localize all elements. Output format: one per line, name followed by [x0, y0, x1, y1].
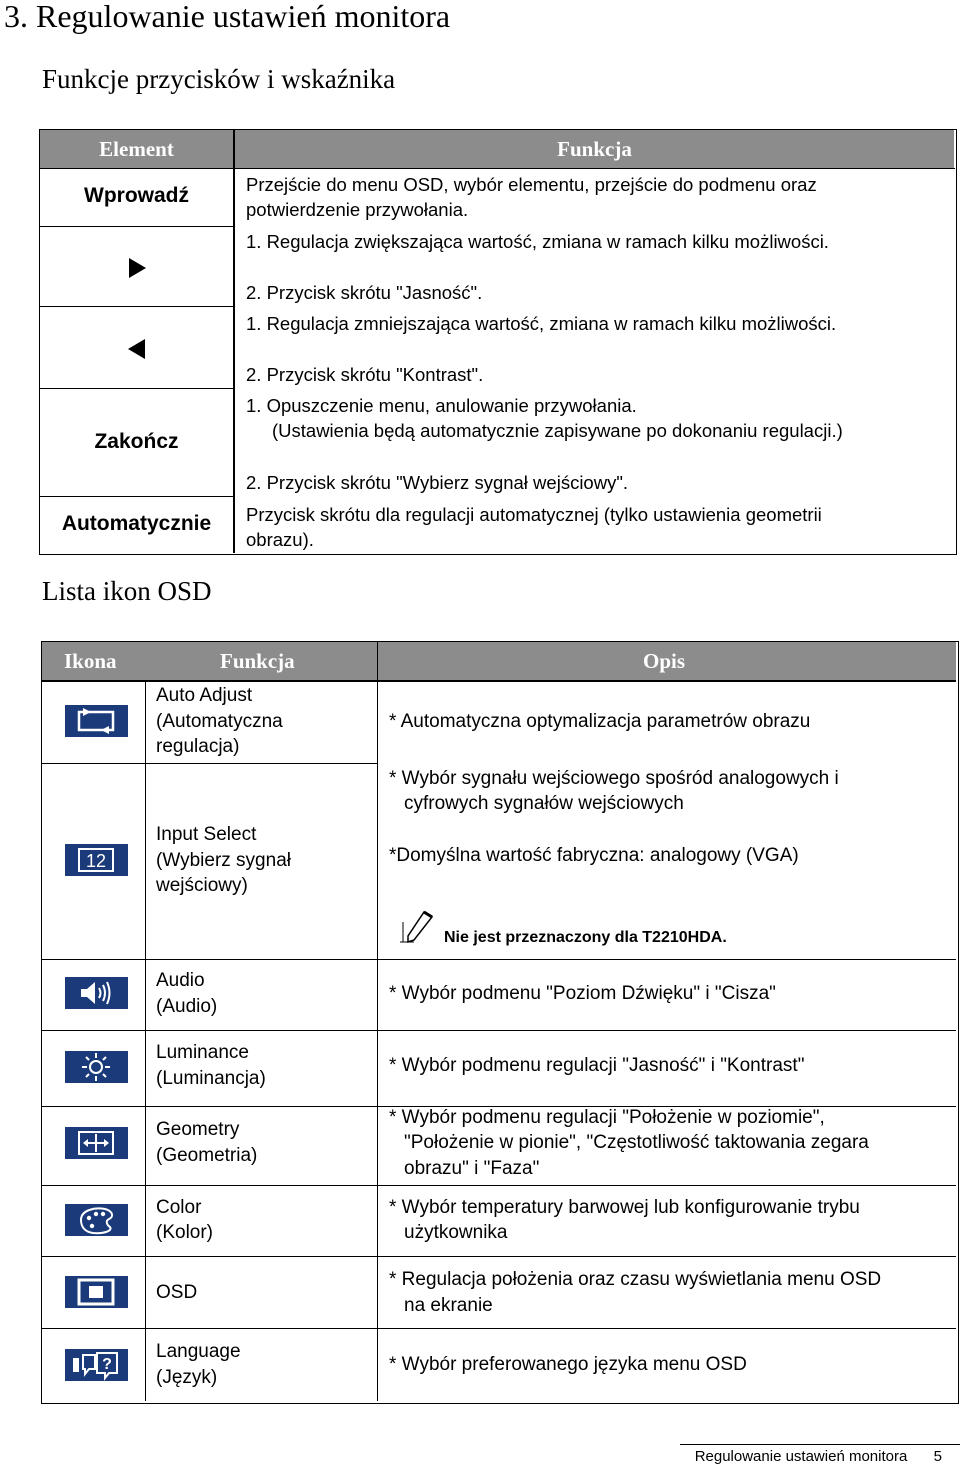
- right-arrow-icon: [127, 257, 147, 279]
- audio-icon: [65, 977, 128, 1009]
- language-icon: [65, 1349, 128, 1381]
- function-label: Auto Adjust: [156, 685, 253, 706]
- function-text: 1. Opuszczenie menu, anulowanie przywołania.: [246, 395, 637, 416]
- function-text: Przejście do menu OSD, wybór elementu, przejście do podmenu oraz: [246, 174, 817, 195]
- description: na ekranie: [404, 1295, 493, 1316]
- column-header-icon: Ikona: [64, 643, 117, 679]
- function-label: Language: [156, 1341, 241, 1362]
- page-number: 5: [933, 1448, 942, 1465]
- note-text: Nie jest przeznaczony dla T2210HDA.: [444, 929, 727, 946]
- function-text: 2. Przycisk skrótu "Wybierz sygnał wejściowy".: [246, 472, 629, 493]
- function-text: 2. Przycisk skrótu "Jasność".: [246, 282, 483, 303]
- description: * Wybór temperatury barwowej lub konfigurowanie trybu: [389, 1197, 860, 1218]
- column-header-function: Funkcja: [235, 130, 954, 168]
- auto-adjust-icon: [65, 705, 128, 737]
- element-right-arrow: [40, 257, 233, 279]
- color-icon: [65, 1204, 128, 1236]
- function-label: (Luminancja): [156, 1068, 266, 1089]
- function-text: (Ustawienia będą automatycznie zapisywane po dokonaniu regulacji.): [272, 420, 843, 441]
- description: *Domyślna wartość fabryczna: analogowy (VGA): [389, 845, 799, 866]
- column-header-desc: Opis: [643, 643, 685, 679]
- description: * Wybór podmenu regulacji "Położenie w poziomie",: [389, 1107, 825, 1128]
- function-label: (Geometria): [156, 1145, 258, 1166]
- description: * Wybór podmenu "Poziom Dźwięku" i "Cisza": [389, 983, 776, 1004]
- function-label: wejściowy): [156, 875, 248, 896]
- section-title-osd-icons: Lista ikon OSD: [42, 576, 212, 606]
- element-enter: Wprowadź: [84, 184, 189, 207]
- element-auto: Automatycznie: [61, 512, 212, 535]
- element-exit: Zakończ: [94, 430, 179, 453]
- left-arrow-icon: [127, 338, 147, 360]
- function-text: potwierdzenie przywołania.: [246, 199, 469, 220]
- column-header-element: Element: [40, 130, 233, 168]
- osd-icon: [65, 1276, 128, 1308]
- description: * Wybór preferowanego języka menu OSD: [389, 1354, 747, 1375]
- function-text: 1. Regulacja zwiększająca wartość, zmiana w ramach kilku możliwości.: [246, 231, 829, 252]
- svg-text:12: 12: [85, 851, 107, 871]
- function-label: (Automatyczna: [156, 711, 283, 732]
- table2-header: [42, 642, 956, 680]
- description: obrazu" i "Faza": [404, 1158, 540, 1179]
- page-footer: [695, 1448, 942, 1465]
- input-select-icon: [65, 844, 128, 876]
- function-label: Color: [156, 1197, 202, 1218]
- column-header-function: Funkcja: [220, 643, 295, 679]
- function-text: Przycisk skrótu dla regulacji automatycznej (tylko ustawienia geometrii: [246, 504, 822, 525]
- function-label: (Audio): [156, 996, 218, 1017]
- description: "Położenie w pionie", "Częstotliwość taktowania zegara: [404, 1132, 869, 1153]
- function-label: (Wybierz sygnał: [156, 850, 291, 871]
- function-text: obrazu).: [246, 529, 314, 550]
- description: * Regulacja położenia oraz czasu wyświetlania menu OSD: [389, 1269, 882, 1290]
- function-label: (Kolor): [156, 1222, 214, 1243]
- svg-text:?: ?: [102, 1356, 112, 1373]
- function-label: regulacja): [156, 736, 240, 757]
- description: * Wybór podmenu regulacji "Jasność" i "Kontrast": [389, 1055, 805, 1076]
- description: użytkownika: [404, 1222, 508, 1243]
- description: * Wybór sygnału wejściowego spośród analogowych i: [389, 768, 839, 789]
- geometry-icon: [65, 1127, 128, 1159]
- page-title: 3. Regulowanie ustawień monitora: [4, 0, 451, 34]
- element-left-arrow: [40, 338, 233, 360]
- function-label: OSD: [156, 1282, 198, 1303]
- section-title-buttons: Funkcje przycisków i wskaźnika: [42, 64, 396, 94]
- function-label: Geometry: [156, 1119, 240, 1140]
- function-text: 2. Przycisk skrótu "Kontrast".: [246, 364, 484, 385]
- function-label: Audio: [156, 970, 205, 991]
- description: cyfrowych sygnałów wejściowych: [404, 793, 684, 814]
- luminance-icon: [65, 1051, 128, 1083]
- pencil-note-icon: [398, 908, 438, 948]
- description: * Automatyczna optymalizacja parametrów obrazu: [389, 711, 811, 732]
- function-label: Luminance: [156, 1042, 249, 1063]
- function-text: 1. Regulacja zmniejszająca wartość, zmiana w ramach kilku możliwości.: [246, 313, 837, 334]
- footer-section: Regulowanie ustawień monitora: [694, 1448, 908, 1465]
- function-label: Input Select: [156, 824, 257, 845]
- function-label: (Język): [156, 1367, 218, 1388]
